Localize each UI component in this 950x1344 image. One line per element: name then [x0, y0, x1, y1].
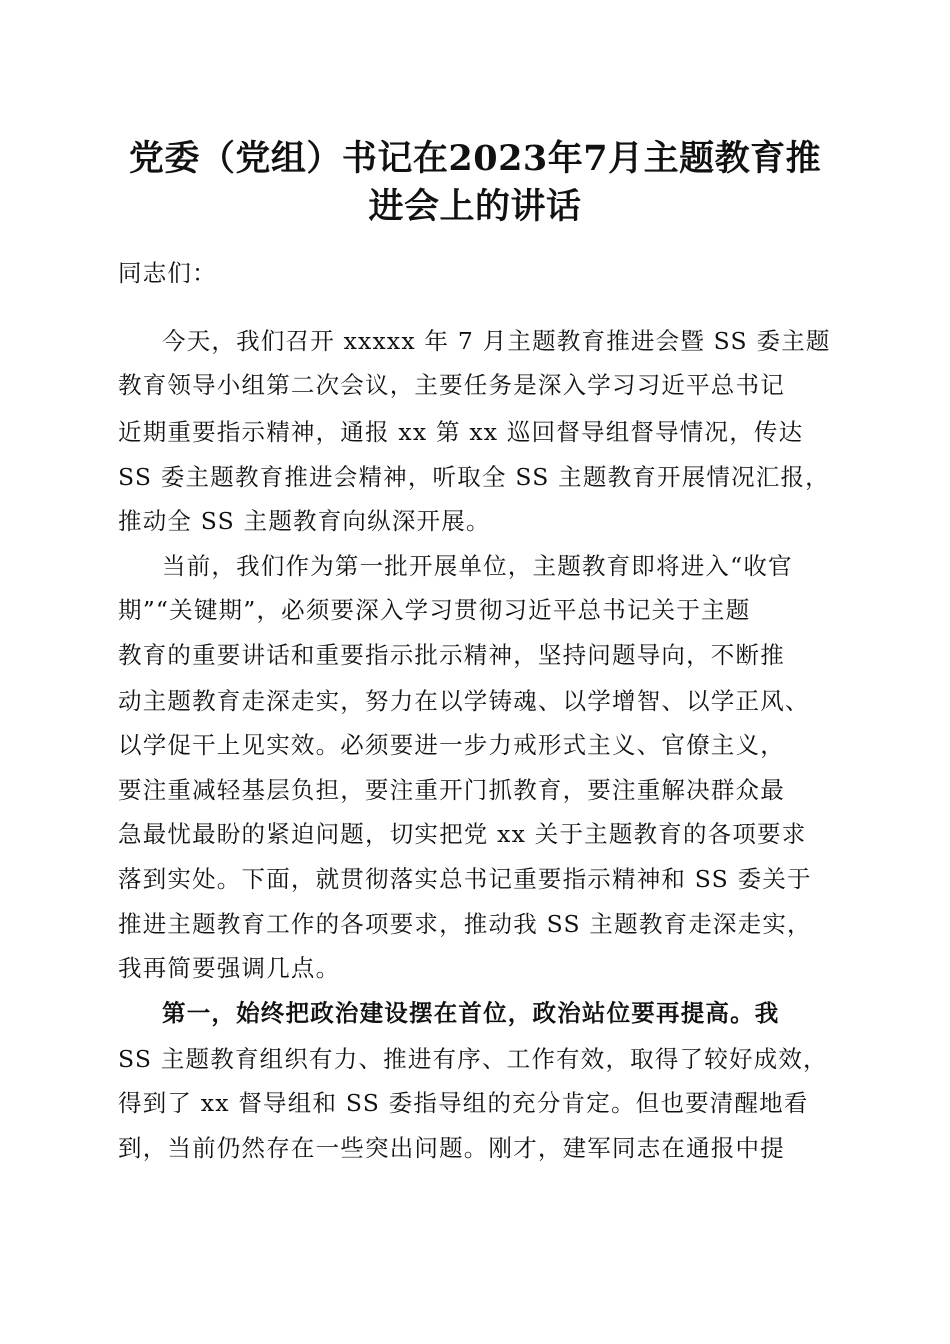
- document-title-line-2: 进会上的讲话: [368, 186, 582, 227]
- paragraph-line: 近期重要指示精神，通报 xx 第 xx 巡回督导组督导情况，传达: [118, 418, 804, 446]
- salutation: 同志们：: [118, 259, 217, 287]
- paragraph-line: 急最忧最盼的紧迫问题，切实把党 xx 关于主题教育的各项要求: [118, 820, 807, 848]
- paragraph-line: 我再简要强调几点。: [118, 954, 341, 982]
- paragraph-line: 落到实处。下面，就贯彻落实总书记重要指示精神和 SS 委关于: [118, 865, 812, 893]
- paragraph-line: 得到了 xx 督导组和 SS 委指导组的充分肯定。但也要清醒地看: [118, 1089, 809, 1117]
- document-title-line-1: 党委（党组）书记在2023年7月主题教育推: [128, 138, 822, 179]
- paragraph-line: 动主题教育走深走实，努力在以学铸魂、以学增智、以学正风、: [118, 687, 810, 715]
- paragraph-line: SS 主题教育组织有力、推进有序、工作有效，取得了较好成效，: [118, 1045, 828, 1073]
- paragraph-line: 到，当前仍然存在一些突出问题。刚才，建军同志在通报中提: [118, 1134, 785, 1162]
- paragraph-line: 教育的重要讲话和重要指示批示精神，坚持问题导向，不断推: [118, 641, 785, 669]
- paragraph-line: 今天，我们召开 xxxxx 年 7 月主题教育推进会暨 SS 委主题: [162, 327, 831, 355]
- paragraph-line: 当前，我们作为第一批开展单位，主题教育即将进入“收官: [162, 552, 793, 580]
- paragraph-line: 要注重减轻基层负担，要注重开门抓教育，要注重解决群众最: [118, 776, 785, 804]
- section-heading-line: 第一，始终把政治建设摆在首位，政治站位要再提高。我: [162, 999, 780, 1027]
- paragraph-line: 以学促干上见实效。必须要进一步力戒形式主义、官僚主义，: [118, 731, 785, 759]
- paragraph-line: SS 委主题教育推进会精神，听取全 SS 主题教育开展情况汇报，: [118, 463, 830, 491]
- paragraph-line: 推动全 SS 主题教育向纵深开展。: [118, 507, 491, 535]
- paragraph-line: 教育领导小组第二次会议，主要任务是深入学习习近平总书记: [118, 371, 785, 399]
- paragraph-line: 推进主题教育工作的各项要求，推动我 SS 主题教育走深走实，: [118, 910, 812, 938]
- paragraph-line: 期”“关键期”，必须要深入学习贯彻习近平总书记关于主题: [118, 596, 751, 624]
